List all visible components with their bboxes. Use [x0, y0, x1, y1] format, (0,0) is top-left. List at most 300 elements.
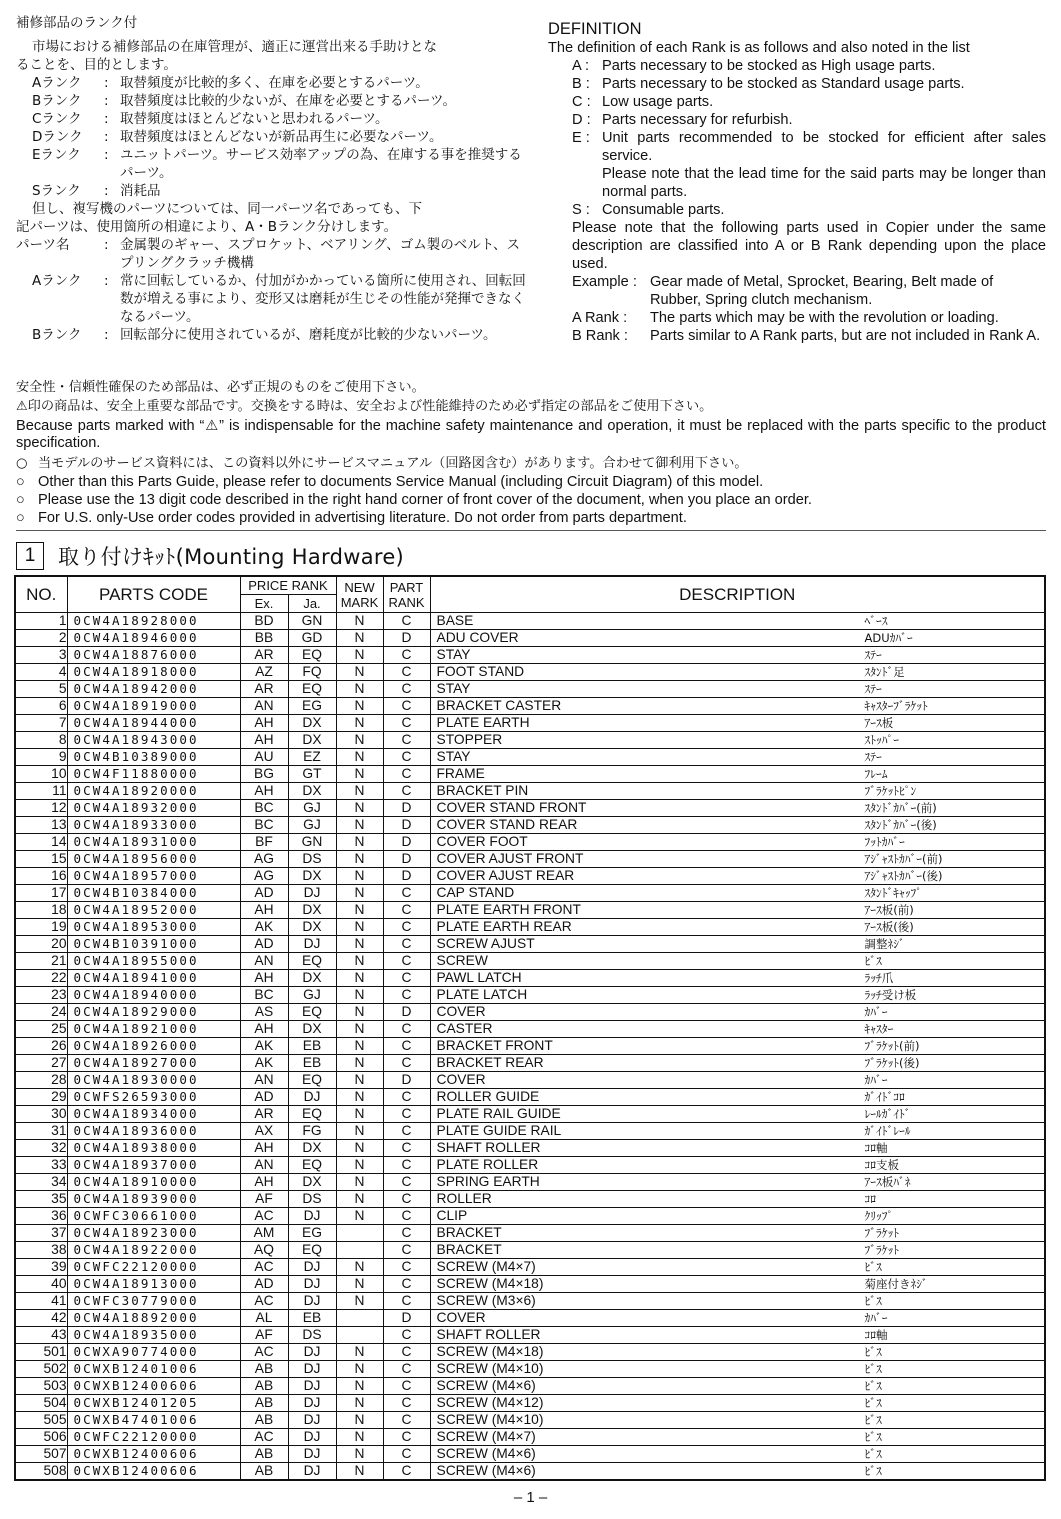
cell-price-ex: AM [240, 1225, 288, 1242]
cell-new-mark: N [336, 800, 383, 817]
cell-new-mark: N [336, 1463, 383, 1481]
divider [16, 530, 1046, 531]
cell-parts-code: 0CW4A18876000 [67, 647, 240, 664]
table-row [15, 1157, 1045, 1174]
en-a-rank-row [548, 309, 1046, 327]
cell-price-ex: AR [240, 647, 288, 664]
table-row [15, 1225, 1045, 1242]
cell-no: 25 [15, 1021, 67, 1038]
cell-description [430, 732, 1045, 749]
en-rank-label: B : [572, 76, 590, 92]
table-row [15, 970, 1045, 987]
table-row [15, 647, 1045, 664]
cell-new-mark: N [336, 1140, 383, 1157]
cell-new-mark: N [336, 783, 383, 800]
cell-price-ja: DJ [288, 1429, 336, 1446]
description-en: PLATE LATCH [436, 987, 528, 1002]
cell-price-ja: EZ [288, 749, 336, 766]
cell-description [430, 1072, 1045, 1089]
cell-price-ja: EQ [288, 1157, 336, 1174]
cell-part-rank: D [383, 630, 430, 647]
table-row [15, 834, 1045, 851]
description-jp: ｶﾞｲﾄﾞｺﾛ [864, 1090, 905, 1104]
cell-parts-code: 0CW4A18936000 [67, 1123, 240, 1140]
table-row [15, 1021, 1045, 1038]
cell-part-rank: C [383, 1174, 430, 1191]
cell-description [430, 1055, 1045, 1072]
cell-parts-code: 0CW4A18940000 [67, 987, 240, 1004]
description-jp: ﾋﾞｽ [864, 1345, 882, 1359]
jp-rank-label: Cランク [32, 111, 82, 127]
cell-new-mark: N [336, 1191, 383, 1208]
description-jp: ｽﾄｯﾊﾟｰ [864, 733, 899, 747]
cell-part-rank: C [383, 1123, 430, 1140]
cell-new-mark: N [336, 834, 383, 851]
cell-description [430, 681, 1045, 698]
description-jp: ADUｶﾊﾞｰ [864, 631, 913, 645]
description-en: SCREW (M4×6) [436, 1378, 536, 1393]
cell-no: 38 [15, 1242, 67, 1259]
description-en: BASE [436, 613, 474, 628]
table-row [15, 1174, 1045, 1191]
description-jp: ｶﾊﾞｰ [864, 1005, 888, 1019]
cell-parts-code: 0CW4A18955000 [67, 953, 240, 970]
cell-new-mark: N [336, 885, 383, 902]
cell-price-ja: EB [288, 1310, 336, 1327]
en-example-value: Gear made of Metal, Sprocket, Bearing, Belt made of Rubber, Spring clutch mechanism. [650, 274, 994, 308]
description-en: SCREW (M4×10) [436, 1412, 544, 1427]
cell-new-mark: N [336, 732, 383, 749]
cell-price-ex: AD [240, 885, 288, 902]
cell-description [430, 970, 1045, 987]
description-jp: ｽﾀﾝﾄﾞｷｬｯﾌﾟ [864, 886, 922, 900]
cell-parts-code: 0CW4A18944000 [67, 715, 240, 732]
table-row [15, 698, 1045, 715]
cell-part-rank: C [383, 715, 430, 732]
cell-description [430, 664, 1045, 681]
cell-no: 27 [15, 1055, 67, 1072]
cell-no: 35 [15, 1191, 67, 1208]
cell-no: 8 [15, 732, 67, 749]
description-en: COVER [436, 1072, 486, 1087]
cell-description [430, 715, 1045, 732]
jp-safety-line-2 [16, 397, 1046, 416]
cell-no: 28 [15, 1072, 67, 1089]
cell-description [430, 613, 1045, 630]
col-no-header: NO. [15, 576, 67, 613]
cell-new-mark: N [336, 1208, 383, 1225]
cell-no: 10 [15, 766, 67, 783]
cell-parts-code: 0CW4A18937000 [67, 1157, 240, 1174]
table-row [15, 936, 1045, 953]
cell-part-rank: C [383, 1463, 430, 1481]
cell-description [430, 1225, 1045, 1242]
cell-price-ja: DJ [288, 1412, 336, 1429]
note-bullet-1 [16, 454, 1046, 473]
cell-new-mark: N [336, 664, 383, 681]
table-row [15, 1446, 1045, 1463]
cell-part-rank: C [383, 1276, 430, 1293]
cell-part-rank: C [383, 1429, 430, 1446]
cell-price-ex: AH [240, 783, 288, 800]
table-row [15, 1429, 1045, 1446]
cell-no: 505 [15, 1412, 67, 1429]
cell-price-ja: DJ [288, 885, 336, 902]
cell-price-ex: AB [240, 1446, 288, 1463]
cell-description [430, 1310, 1045, 1327]
cell-description [430, 1157, 1045, 1174]
cell-no: 36 [15, 1208, 67, 1225]
description-en: BRACKET FRONT [436, 1038, 553, 1053]
description-jp: ｺﾛ軸 [864, 1141, 888, 1155]
cell-price-ex: AG [240, 851, 288, 868]
cell-parts-code: 0CWFC30779000 [67, 1293, 240, 1310]
cell-parts-code: 0CW4A18921000 [67, 1021, 240, 1038]
description-en: SCREW (M4×10) [436, 1361, 544, 1376]
cell-new-mark: N [336, 715, 383, 732]
cell-no: 18 [15, 902, 67, 919]
cell-price-ex: AH [240, 970, 288, 987]
description-jp: ﾍﾞｰｽ [864, 614, 888, 628]
cell-part-rank: C [383, 1327, 430, 1344]
cell-price-ja: DJ [288, 1463, 336, 1481]
cell-price-ja: EQ [288, 1004, 336, 1021]
cell-no: 32 [15, 1140, 67, 1157]
cell-parts-code: 0CWFC22120000 [67, 1429, 240, 1446]
description-en: CLIP [436, 1208, 468, 1223]
cell-description [430, 647, 1045, 664]
cell-description [430, 1089, 1045, 1106]
description-en: ROLLER [436, 1191, 492, 1206]
cell-new-mark: N [336, 1021, 383, 1038]
jp-rank-label: Aランク [32, 75, 82, 91]
cell-part-rank: D [383, 817, 430, 834]
cell-price-ex: AB [240, 1361, 288, 1378]
cell-parts-code: 0CW4A18931000 [67, 834, 240, 851]
cell-parts-code: 0CW4A18919000 [67, 698, 240, 715]
en-rank-row [548, 201, 1046, 219]
description-jp: 菊座付きﾈｼﾞ [864, 1277, 928, 1291]
description-en: BRACKET [436, 1242, 502, 1257]
cell-no: 37 [15, 1225, 67, 1242]
cell-no: 20 [15, 936, 67, 953]
cell-price-ex: AB [240, 1412, 288, 1429]
description-jp: ｷｬｽﾀｰﾌﾞﾗｹｯﾄ [864, 699, 928, 713]
cell-price-ex: AD [240, 936, 288, 953]
description-en: SCREW [436, 953, 488, 968]
cell-part-rank: D [383, 851, 430, 868]
cell-new-mark: N [336, 1004, 383, 1021]
cell-description [430, 1174, 1045, 1191]
cell-no: 7 [15, 715, 67, 732]
cell-price-ja: DJ [288, 1208, 336, 1225]
cell-price-ja: DJ [288, 1259, 336, 1276]
cell-no: 12 [15, 800, 67, 817]
cell-parts-code: 0CWXB12400606 [67, 1446, 240, 1463]
cell-part-rank: D [383, 1072, 430, 1089]
cell-part-rank: C [383, 1259, 430, 1276]
description-jp: ﾋﾞｽ [864, 954, 882, 968]
en-safety-note: Because parts marked with “⚠” is indispensable for the machine safety maintenance and operation, it must be replaced with the parts specific to the product specification. [16, 418, 1046, 451]
cell-no: 15 [15, 851, 67, 868]
table-row [15, 1055, 1045, 1072]
cell-part-rank: C [383, 1106, 430, 1123]
cell-price-ja: EB [288, 1055, 336, 1072]
cell-price-ex: AC [240, 1208, 288, 1225]
en-rank-label: C : [572, 94, 591, 110]
cell-new-mark: N [336, 698, 383, 715]
jp-rank-value: 取替頻度が比較的多く、在庫を必要とするパーツ。 [120, 75, 429, 91]
cell-price-ex: AZ [240, 664, 288, 681]
cell-no: 17 [15, 885, 67, 902]
cell-new-mark: N [336, 1429, 383, 1446]
en-rank-row [548, 93, 1046, 111]
description-jp: ｱｼﾞｬｽﾄｶﾊﾞｰ(前) [864, 852, 943, 866]
col-ja-header: Ja. [288, 595, 336, 613]
note-bullet-4 [16, 509, 1046, 527]
description-en: PLATE EARTH [436, 715, 530, 730]
description-jp: ﾋﾞｽ [864, 1413, 882, 1427]
description-en: PLATE EARTH REAR [436, 919, 572, 934]
jp-parts-label: パーツ名 [16, 237, 70, 253]
jp-rank-label: Sランク [32, 183, 81, 199]
cell-price-ja: DJ [288, 1395, 336, 1412]
en-rank-label [572, 165, 602, 201]
cell-new-mark [336, 1327, 383, 1344]
en-rank-label: D : [572, 112, 591, 128]
cell-new-mark: N [336, 1072, 383, 1089]
cell-description [430, 919, 1045, 936]
cell-no: 9 [15, 749, 67, 766]
en-title: DEFINITION [548, 20, 642, 38]
cell-part-rank: C [383, 1089, 430, 1106]
cell-price-ex: BG [240, 766, 288, 783]
jp-note-line-1: 但し、複写機のパーツについては、同一パーツ名であっても、下 [32, 201, 423, 217]
cell-part-rank: C [383, 1344, 430, 1361]
description-en: BRACKET REAR [436, 1055, 544, 1070]
table-row [15, 1259, 1045, 1276]
cell-part-rank: C [383, 885, 430, 902]
cell-part-rank: C [383, 1021, 430, 1038]
table-row [15, 800, 1045, 817]
cell-parts-code: 0CW4A18926000 [67, 1038, 240, 1055]
cell-part-rank: D [383, 1004, 430, 1021]
table-row [15, 1191, 1045, 1208]
cell-price-ja: EQ [288, 681, 336, 698]
cell-no: 19 [15, 919, 67, 936]
table-row [15, 1310, 1045, 1327]
cell-description [430, 936, 1045, 953]
jp-title: 補修部品のランク付 [16, 15, 138, 31]
cell-new-mark [336, 1310, 383, 1327]
cell-part-rank: D [383, 800, 430, 817]
table-row [15, 987, 1045, 1004]
cell-part-rank: C [383, 613, 430, 630]
cell-description [430, 1429, 1045, 1446]
cell-description [430, 1191, 1045, 1208]
cell-no: 33 [15, 1157, 67, 1174]
description-jp: ﾌﾞﾗｹｯﾄ(後) [864, 1056, 920, 1070]
description-jp: ﾚｰﾙｶﾞｲﾄﾞ [864, 1107, 911, 1121]
jp-rank-value: ユニットパーツ。サービス効率アップの為、在庫する事を推奨するパーツ。 [120, 147, 522, 181]
table-row [15, 1242, 1045, 1259]
description-en: SCREW (M4×6) [436, 1446, 536, 1461]
cell-part-rank: C [383, 987, 430, 1004]
cell-parts-code: 0CW4B10389000 [67, 749, 240, 766]
cell-part-rank: C [383, 936, 430, 953]
cell-parts-code: 0CW4A18930000 [67, 1072, 240, 1089]
jp-rank-row: Bランク : 取替頻度は比較的少ないが、在庫を必要とするパーツ。 [16, 92, 526, 110]
table-row [15, 1395, 1045, 1412]
cell-price-ja: GD [288, 630, 336, 647]
jp-intro-line-2: ることを、目的とします。 [16, 57, 177, 73]
description-en: SCREW (M4×18) [436, 1276, 544, 1291]
cell-parts-code: 0CWXB12400606 [67, 1378, 240, 1395]
cell-part-rank: C [383, 1395, 430, 1412]
cell-price-ja: DJ [288, 1276, 336, 1293]
cell-new-mark: N [336, 749, 383, 766]
cell-parts-code: 0CW4A18943000 [67, 732, 240, 749]
cell-price-ja: DJ [288, 1344, 336, 1361]
cell-parts-code: 0CW4A18952000 [67, 902, 240, 919]
cell-part-rank: C [383, 1446, 430, 1463]
cell-description [430, 851, 1045, 868]
cell-description [430, 1378, 1045, 1395]
table-row [15, 1463, 1045, 1481]
description-en: COVER FOOT [436, 834, 528, 849]
cell-new-mark: N [336, 953, 383, 970]
en-b-rank-value: Parts similar to A Rank parts, but are not included in Rank A. [650, 328, 1041, 344]
cell-price-ex: AH [240, 1174, 288, 1191]
cell-price-ja: DX [288, 1174, 336, 1191]
table-row [15, 1327, 1045, 1344]
cell-description [430, 1327, 1045, 1344]
en-rank-value: Parts necessary for refurbish. [602, 112, 793, 128]
description-jp: ｶﾊﾞｰ [864, 1311, 888, 1325]
cell-parts-code: 0CW4B10391000 [67, 936, 240, 953]
jp-a-rank-value: 常に回転しているか、付加がかかっている箇所に使用され、回転回数が増える事により、変形又は磨耗が生じその性能が発揮できなくなるパーツ。 [120, 273, 526, 325]
cell-price-ja: DX [288, 1140, 336, 1157]
cell-parts-code: 0CW4A18946000 [67, 630, 240, 647]
table-row [15, 868, 1045, 885]
cell-new-mark: N [336, 1259, 383, 1276]
description-jp: ﾗｯﾁ受け板 [864, 988, 917, 1002]
en-b-rank-label: B Rank : [572, 328, 628, 344]
cell-price-ja: EQ [288, 1106, 336, 1123]
en-example-row [548, 273, 1046, 309]
jp-rank-label: Dランク [32, 129, 83, 145]
cell-part-rank: C [383, 919, 430, 936]
en-a-rank-label: A Rank : [572, 310, 628, 326]
circle-bullet-icon: ○ [16, 492, 25, 508]
cell-part-rank: C [383, 902, 430, 919]
cell-price-ex: AR [240, 681, 288, 698]
cell-part-rank: C [383, 732, 430, 749]
cell-no: 3 [15, 647, 67, 664]
cell-no: 30 [15, 1106, 67, 1123]
cell-description [430, 630, 1045, 647]
cell-price-ex: AH [240, 1021, 288, 1038]
cell-price-ja: DJ [288, 936, 336, 953]
note-bullet-2-text: Other than this Parts Guide, please refer to documents Service Manual (including Circuit Diagram) of this model. [38, 474, 764, 490]
cell-no: 6 [15, 698, 67, 715]
cell-new-mark: N [336, 902, 383, 919]
parts-table [14, 575, 1046, 1481]
cell-price-ex: BC [240, 800, 288, 817]
cell-parts-code: 0CWXB47401006 [67, 1412, 240, 1429]
table-row [15, 766, 1045, 783]
cell-no: 506 [15, 1429, 67, 1446]
en-rank-value: Parts necessary to be stocked as High usage parts. [602, 58, 936, 74]
description-en: CAP STAND [436, 885, 515, 900]
cell-price-ja: DS [288, 1327, 336, 1344]
cell-parts-code: 0CW4A18927000 [67, 1055, 240, 1072]
cell-parts-code: 0CW4A18934000 [67, 1106, 240, 1123]
cell-parts-code: 0CW4A18935000 [67, 1327, 240, 1344]
cell-price-ex: AB [240, 1378, 288, 1395]
description-jp: ｽﾀﾝﾄﾞｶﾊﾞｰ(後) [864, 818, 937, 832]
warning-triangle-icon: ⚠ [16, 399, 28, 414]
cell-parts-code: 0CWXB12400606 [67, 1463, 240, 1481]
cell-part-rank: C [383, 1140, 430, 1157]
table-row [15, 1293, 1045, 1310]
cell-price-ja: FQ [288, 664, 336, 681]
description-en: SHAFT ROLLER [436, 1140, 541, 1155]
table-row [15, 715, 1045, 732]
cell-description [430, 1004, 1045, 1021]
table-row [15, 1378, 1045, 1395]
cell-price-ja: DJ [288, 1293, 336, 1310]
cell-price-ja: EQ [288, 1072, 336, 1089]
cell-parts-code: 0CW4F11880000 [67, 766, 240, 783]
description-en: PLATE ROLLER [436, 1157, 539, 1172]
cell-no: 26 [15, 1038, 67, 1055]
cell-description [430, 902, 1045, 919]
cell-part-rank: C [383, 749, 430, 766]
cell-parts-code: 0CW4A18941000 [67, 970, 240, 987]
description-en: ADU COVER [436, 630, 519, 645]
table-row [15, 630, 1045, 647]
description-jp: ｷｬｽﾀｰ [864, 1022, 894, 1036]
cell-description [430, 1242, 1045, 1259]
cell-no: 41 [15, 1293, 67, 1310]
cell-parts-code: 0CW4A18957000 [67, 868, 240, 885]
cell-no: 21 [15, 953, 67, 970]
en-rank-label: S : [572, 202, 590, 218]
jp-parts-value: 金属製のギャー、スプロケット、ベアリング、ゴム製のベルト、スプリングクラッチ機構 [120, 237, 521, 271]
cell-parts-code: 0CW4A18938000 [67, 1140, 240, 1157]
note-bullet-3 [16, 491, 1046, 509]
cell-no: 501 [15, 1344, 67, 1361]
description-en: STAY [436, 647, 471, 662]
cell-no: 24 [15, 1004, 67, 1021]
col-price-rank-header: PRICE RANK [240, 576, 336, 595]
cell-price-ja: DX [288, 919, 336, 936]
cell-new-mark: N [336, 1446, 383, 1463]
cell-no: 31 [15, 1123, 67, 1140]
cell-part-rank: C [383, 664, 430, 681]
description-jp: ﾗｯﾁ爪 [864, 971, 894, 985]
cell-new-mark: N [336, 630, 383, 647]
cell-price-ja: FG [288, 1123, 336, 1140]
cell-new-mark: N [336, 1174, 383, 1191]
cell-description [430, 800, 1045, 817]
cell-description [430, 1208, 1045, 1225]
cell-price-ex: AK [240, 919, 288, 936]
cell-part-rank: C [383, 1191, 430, 1208]
cell-parts-code: 0CWFC22120000 [67, 1259, 240, 1276]
cell-price-ex: AN [240, 953, 288, 970]
